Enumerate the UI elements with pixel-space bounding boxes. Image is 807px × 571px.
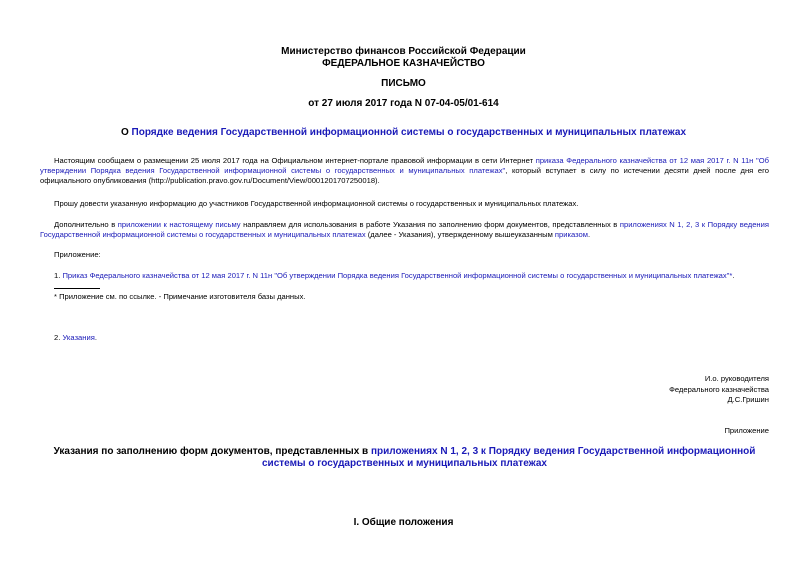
document-date: от 27 июля 2017 года N 07-04-05/01-614 [308,98,499,109]
signature-name: Д.С.Гришин [727,395,769,404]
attachments-label: Приложение: [54,250,101,259]
paragraph1-text-a: Настоящим сообщаем о размещении 25 июля 2017 года на Официальном интернет-портале правовой информации в сети Интернет [54,156,536,165]
attachment-item-1-link[interactable]: Приказ Федерального казначейства от 12 мая 2017 г. N 11н "Об утверждении Порядка ведения Государственной информационной системы о государственных и муниципальных платежах"* [62,271,733,280]
paragraph1-text-b: , который вступает в силу по истечении десяти дней после дня его официального опубликования (http://publication.pravo.gov.ru/Document/View/0001201707250018). [40,166,769,185]
paragraph3-text-b: направляем для использования в работе Указания по заполнению форм документов, представленных в [240,220,620,229]
attachment-item-2-end: . [94,333,97,342]
paragraph-inform: Прошу довести указанную информацию до участников Государственной информационной системы о государственных и муниципальных платежах. [54,199,579,208]
document-subject [0,127,807,138]
attachment-item-1 [54,271,734,281]
ministry-name: Министерство финансов Российской Федерации [281,46,526,57]
appendices-link[interactable]: приложениях N 1, 2, 3 к Порядку ведения Государственной информационной системы о государственных и муниципальных платежах [40,220,769,239]
attachment-item-1-number: 1. [54,271,63,280]
signature-organization: Федерального казначейства [669,385,769,394]
attachment-item-1-end: . [732,271,735,280]
paragraph3-text-c: (далее - Указания), утвержденному вышеуказанным [365,230,555,239]
paragraph-publication [40,156,769,186]
instructions-title [40,446,769,470]
footnote-divider [54,288,100,289]
subject-prefix: О [120,127,132,138]
attachment-item-2-number: 2. [54,333,63,342]
attachment-item-2-link[interactable]: Указания [62,333,95,342]
order-short-link[interactable]: приказом [554,230,588,239]
paragraph3-text-d: . [587,230,591,239]
subject-link[interactable]: Порядке ведения Государственной информационной системы о государственных и муниципальных платежах [131,127,687,138]
signature-position: И.о. руководителя [704,374,769,383]
instructions-title-link[interactable]: приложениях N 1, 2, 3 к Порядку ведения Государственной информационной системы о государственных и муниципальных платежах [262,446,756,469]
document-type: ПИСЬМО [381,78,426,89]
attachment-link[interactable]: приложении к настоящему письму [117,220,241,229]
paragraph-additional [40,220,769,240]
attachment-item-2 [54,333,97,343]
paragraph3-text-a: Дополнительно в [54,220,118,229]
section-title: I. Общие положения [353,517,454,528]
treasury-name: ФЕДЕРАЛЬНОЕ КАЗНАЧЕЙСТВО [322,58,485,69]
appendix-label: Приложение [724,426,769,435]
instructions-title-text: Указания по заполнению форм документов, представленных в [53,446,371,457]
footnote: * Приложение см. по ссылке. - Примечание изготовителя базы данных. [54,292,306,301]
order-link[interactable]: приказа Федерального казначейства от 12 мая 2017 г. N 11н "Об утверждении Порядка ведения Государственной информационной системы о государственных и муниципальных платежах" [40,156,769,175]
